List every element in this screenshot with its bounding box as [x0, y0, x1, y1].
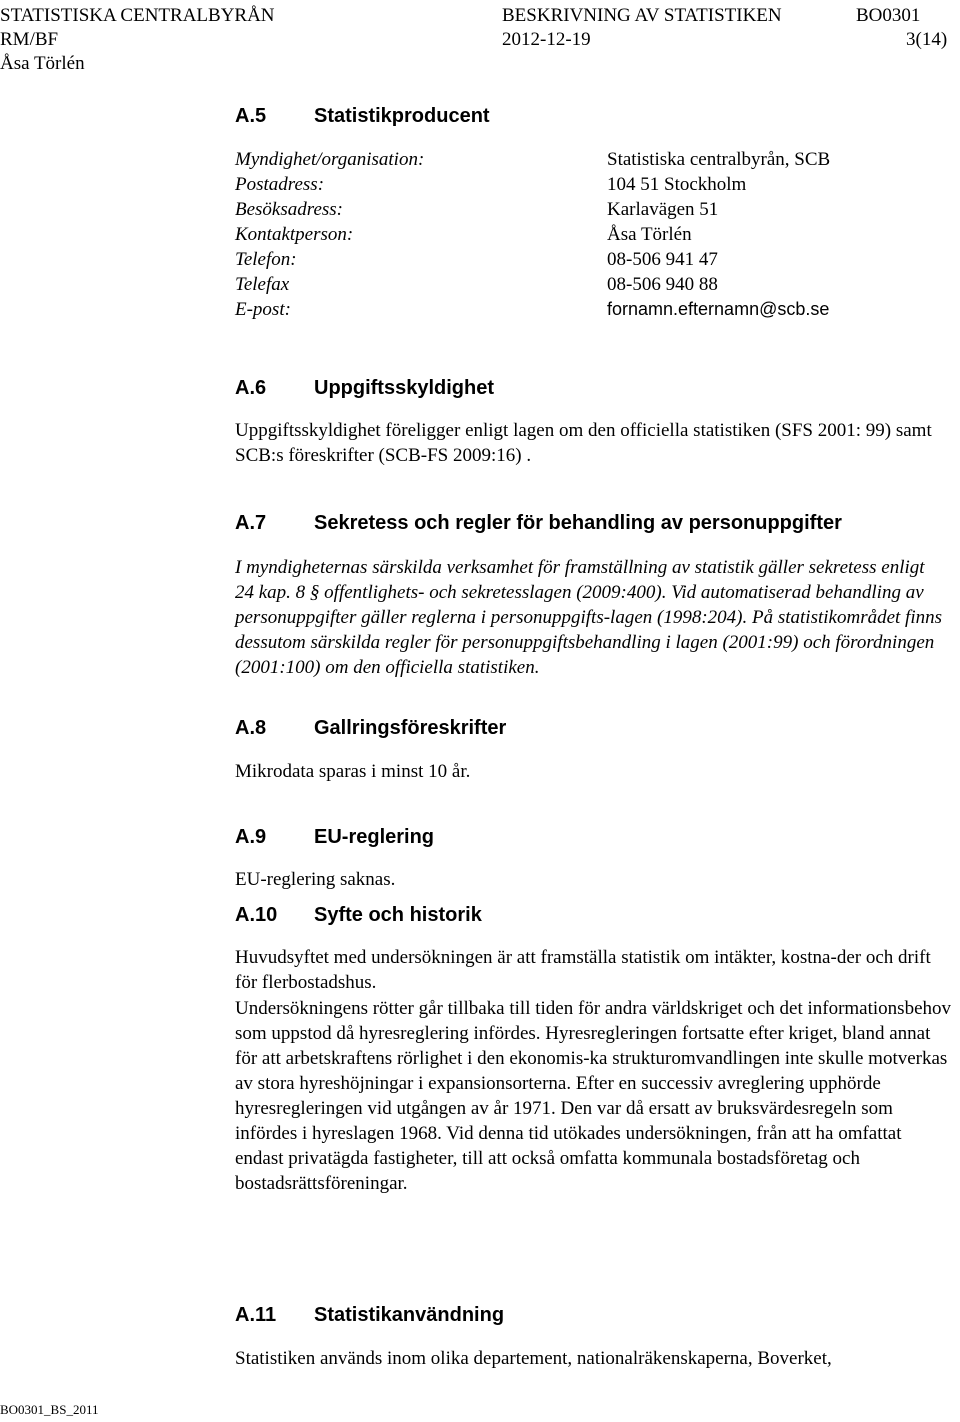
section-number: A.11 — [235, 1304, 277, 1326]
header-doc-title: BESKRIVNING AV STATISTIKEN — [502, 5, 782, 26]
section-title: EU-reglering — [314, 826, 435, 848]
section-heading-a9 — [235, 824, 434, 850]
section-number: A.5 — [235, 105, 267, 127]
section-heading-a7 — [235, 510, 842, 536]
section-number: A.10 — [235, 904, 278, 926]
field-value: 08-506 941 47 — [607, 249, 718, 270]
field-value: 08-506 940 88 — [607, 274, 718, 295]
section-number: A.7 — [235, 512, 267, 534]
field-value: Karlavägen 51 — [607, 199, 719, 220]
section-heading-a10 — [235, 902, 482, 928]
field-value: 104 51 Stockholm — [607, 174, 747, 195]
section-text-a11: Statistiken används inom olika departement, nationalräkenskaperna, Boverket, — [235, 1348, 832, 1369]
section-text-a10-purpose: Huvudsyftet med undersökningen är att framställa statistik om intäkter, kostna-der och drift för flerbostadshus. — [235, 947, 931, 993]
section-number: A.9 — [235, 826, 267, 848]
field-label: Telefax — [235, 274, 290, 295]
header-date: 2012-12-19 — [502, 29, 591, 50]
field-label: Besöksadress: — [235, 199, 343, 220]
section-text-a10-history: Undersökningens rötter går tillbaka till tiden för andra världskriget och det informationsbehov som uppstod då hyresreglering infördes. Hyresregleringen fortsatte efter kriget, bland annat för att arbetskraftens rörlighet i den ekonomis-ka strukturomvandlingen inte skulle motverkas av stora hyreshöjningar i expansionsorterna. Efter en successiv avreglering upphörde hyresregleringen vid utgången av år 1971. Den var då ersatt av bruksvärdesregeln som infördes i hyreslagen 1968. Vid denna tid utökades undersökningen, från att ha omfattat endast privatägda fastigheter, till att också omfatta kommunala bostadsföretag och bostadsrättsföreningar. — [235, 998, 951, 1194]
header-org: STATISTISKA CENTRALBYRÅN — [0, 5, 275, 26]
header-author: Åsa Törlén — [0, 53, 85, 74]
section-text-a9: EU-reglering saknas. — [235, 869, 396, 890]
field-label: Postadress: — [235, 174, 325, 195]
section-title: Gallringsföreskrifter — [314, 717, 507, 739]
section-number: A.6 — [235, 377, 267, 399]
section-text-a8: Mikrodata sparas i minst 10 år. — [235, 761, 471, 782]
field-value: Åsa Törlén — [607, 224, 692, 245]
field-label: Myndighet/organisation: — [235, 149, 425, 170]
header-left — [0, 4, 275, 76]
header-center — [502, 4, 782, 52]
field-value: Statistiska centralbyrån, SCB — [607, 149, 831, 170]
email-link[interactable]: fornamn.efternamn@scb.se — [607, 299, 830, 319]
field-label: Kontaktperson: — [235, 224, 354, 245]
section-number: A.8 — [235, 717, 267, 739]
section-title: Uppgiftsskyldighet — [314, 377, 495, 399]
section-text-a6: Uppgiftsskyldighet föreligger enligt lagen om den officiella statistiken (SFS 2001: 99) samt SCB:s föreskrifter (SCB-FS 2009:16) . — [235, 420, 932, 466]
section-text-a7: I myndigheternas särskilda verksamhet för framställning av statistik gäller sekretess enligt 24 kap. 8 § offentlighets- och sekretesslagen (2009:400). Vid automatiserad behandling av personuppgifter gäller reglerna i personuppgifts-lagen (1998:204). På statistikområdet finns dessutom särskilda regler för personuppgiftsbehandling i lagen (2001:99) och förordningen (2001:100) om den officiella statistiken. — [235, 557, 942, 678]
section-heading-a5 — [235, 103, 490, 129]
section-title: Statistikanvändning — [314, 1304, 505, 1326]
footer-code: BO0301_BS_2011 — [0, 1402, 99, 1417]
section-heading-a6 — [235, 375, 494, 401]
field-label: E-post: — [235, 299, 291, 320]
header-code: BO0301 — [856, 5, 921, 26]
section-title: Sekretess och regler för behandling av personuppgifter — [314, 512, 842, 534]
field-label: Telefon: — [235, 249, 297, 270]
section-heading-a8 — [235, 715, 506, 741]
section-heading-a11 — [235, 1302, 504, 1328]
section-title: Statistikproducent — [314, 105, 490, 127]
header-page: 3(14) — [906, 29, 948, 50]
header-unit: RM/BF — [0, 29, 59, 50]
section-title: Syfte och historik — [314, 904, 482, 926]
